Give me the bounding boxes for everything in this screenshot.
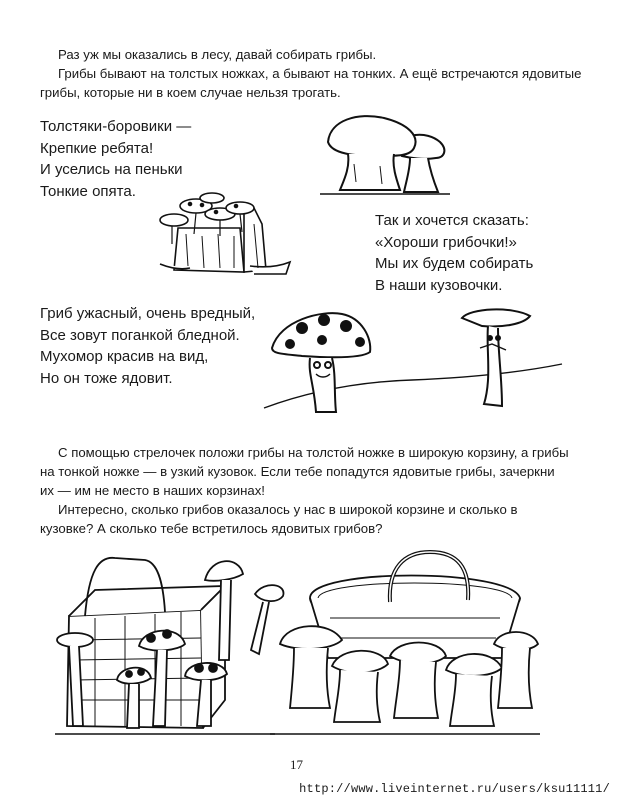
- poem-line: Крепкие ребята!: [40, 139, 154, 157]
- stump-honey-fungus-illustration: [150, 184, 300, 279]
- poem-line: Мы их будем собирать: [375, 255, 534, 272]
- task-text: [40, 443, 570, 538]
- poem-line: Но он тоже ядовит.: [40, 369, 173, 387]
- poem-line: В наши кузовочки.: [375, 276, 503, 294]
- poem-poganka: [40, 303, 255, 389]
- poem-line: Все зовут поганкой бледной.: [40, 326, 240, 344]
- poem-line: Толстяки-боровики —: [40, 118, 192, 135]
- intro-line-2: Грибы бывают на толстых ножках, а бывают на тонких. А ещё встречаются ядовитые грибы, которые ни в коем случае нельзя трогать.: [40, 66, 582, 100]
- fly-agaric-illustration: [262, 308, 592, 428]
- task-para-2: Интересно, сколько грибов оказалось у нас в широкой корзине и сколько в кузовке? А сколько тебе встретилось ядовитых грибов?: [40, 502, 518, 536]
- wide-basket-illustration: [270, 548, 545, 738]
- boletus-illustration: [318, 108, 453, 198]
- poem-line: И уселись на пеньки: [40, 161, 183, 178]
- poem-gribochki: [375, 210, 533, 296]
- intro-line-1: Раз уж мы оказались в лесу, давай собирать грибы.: [58, 47, 377, 62]
- intro-text: [40, 45, 582, 102]
- tall-basket-illustration: [55, 550, 285, 740]
- watermark-url: http://www.liveinternet.ru/users/ksu11111/: [299, 782, 610, 796]
- poem-line: Так и хочется сказать:: [375, 212, 529, 229]
- task-para-1: С помощью стрелочек положи грибы на толстой ножке в широкую корзину, а грибы на тонкой ножке — в узкий кузовок. Если тебе попадутся ядовитые грибы, зачеркни их — им не место в наших корзинах!: [40, 445, 569, 498]
- poem-line: «Хороши грибочки!»: [375, 233, 517, 251]
- poem-line: Мухомор красив на вид,: [40, 348, 209, 365]
- page-number: 17: [290, 757, 303, 772]
- poem-line: Тонкие опята.: [40, 182, 136, 200]
- poem-line: Гриб ужасный, очень вредный,: [40, 305, 256, 322]
